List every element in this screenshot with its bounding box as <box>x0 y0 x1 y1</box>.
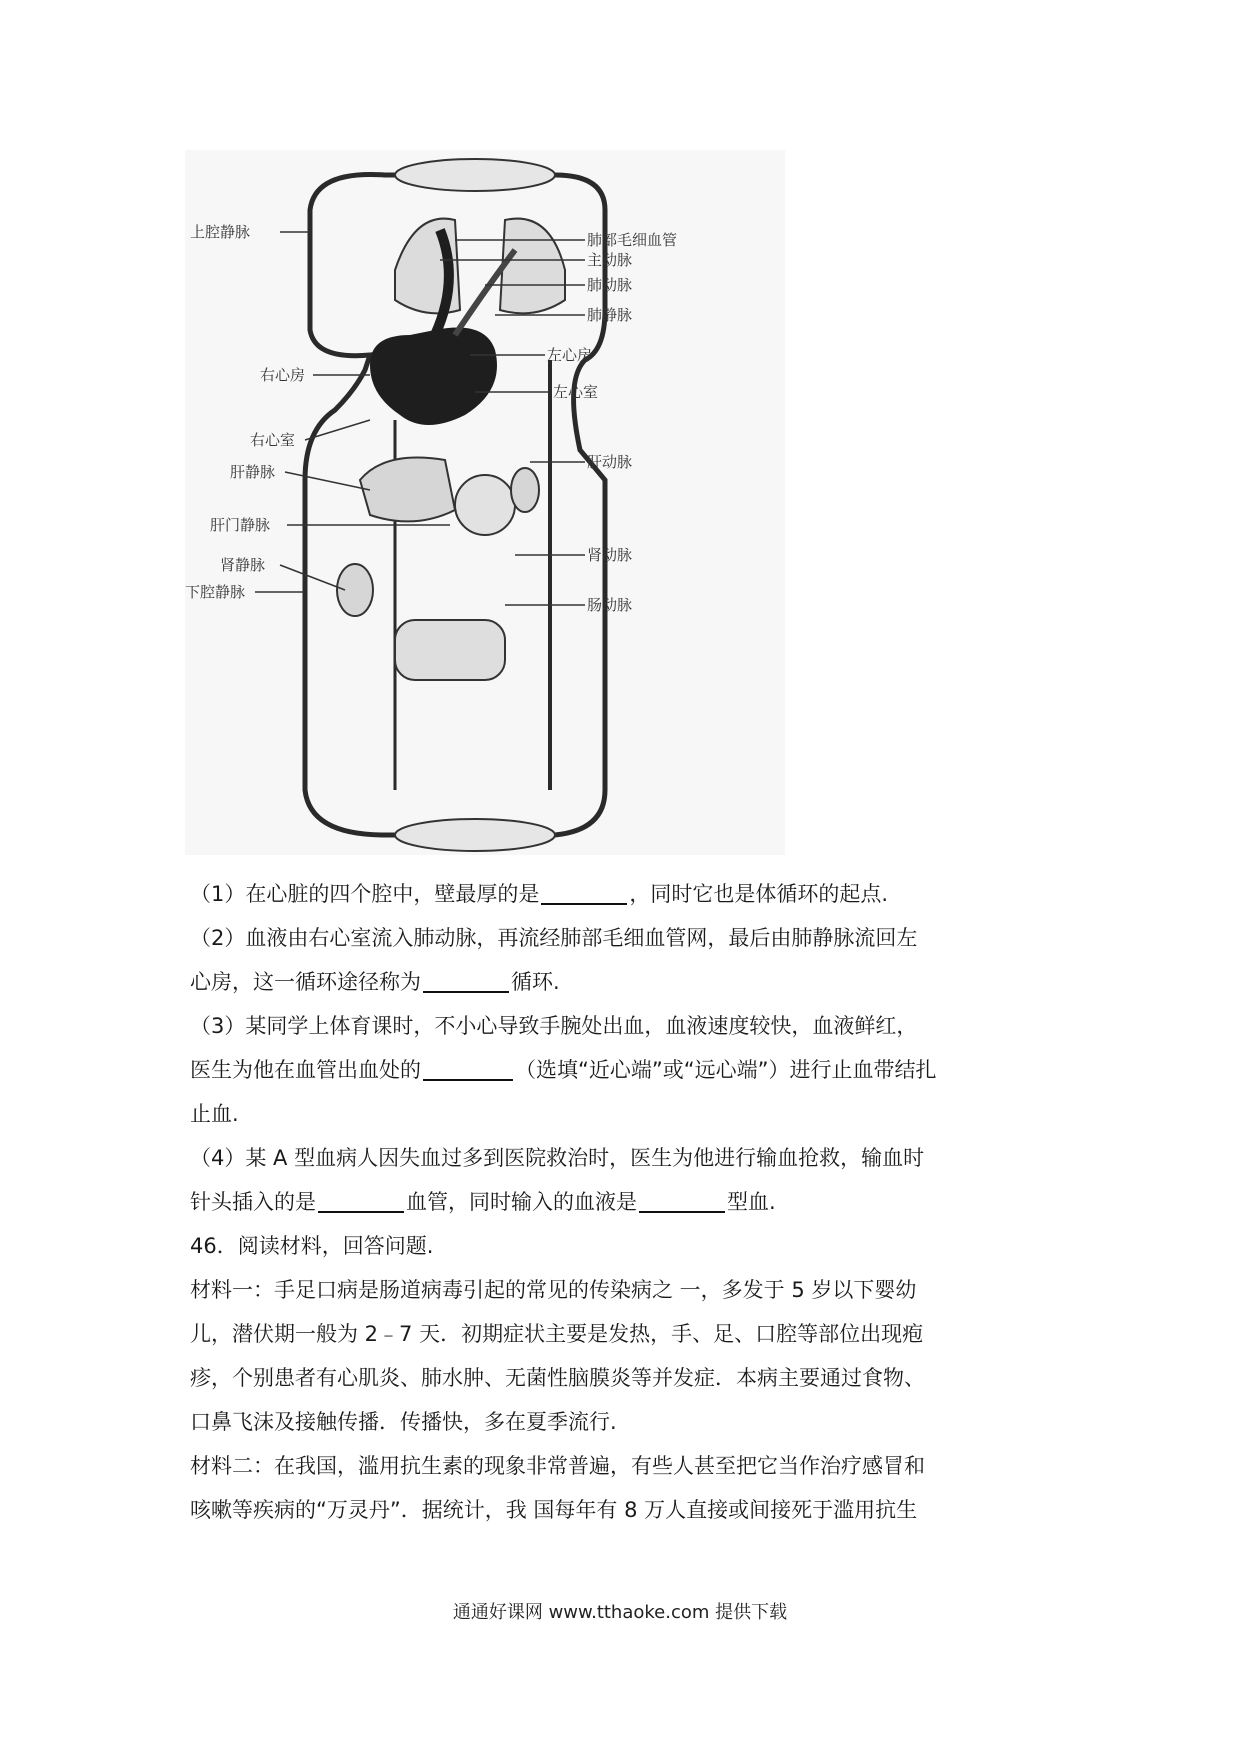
q2-text: 心房，这一循环途径称为 <box>190 970 421 994</box>
q4-answer-blank-2[interactable] <box>639 1189 725 1213</box>
label-inferior-vena-cava: 下腔静脉 <box>185 583 246 601</box>
label-right-atrium: 右心房 <box>260 366 306 384</box>
intestine <box>395 620 505 680</box>
label-aorta: 主动脉 <box>587 251 633 269</box>
q1-text: （1）在心脏的四个腔中，壁最厚的是 <box>190 882 540 906</box>
circulatory-system-diagram <box>185 150 785 855</box>
q1-text-end: ，同时它也是体循环的起点. <box>629 882 889 906</box>
label-lung-capillaries: 肺部毛细血管 <box>587 231 678 249</box>
q3-text: 医生为他在血管出血处的 <box>190 1058 421 1082</box>
question-3-line-1: （3）某同学上体育课时，不小心导致手腕处出血，血液速度较快，血液鲜红， <box>190 1014 918 1038</box>
question-3-line-3: 止血. <box>190 1102 239 1126</box>
label-pulmonary-vein: 肺静脉 <box>587 306 633 324</box>
kidney <box>337 564 373 616</box>
label-hepatic-portal-vein: 肝门静脉 <box>210 516 271 534</box>
questions-section <box>190 872 1070 1532</box>
q1-answer-blank[interactable] <box>541 881 627 905</box>
label-renal-vein: 肾静脉 <box>220 556 266 574</box>
label-right-ventricle: 右心室 <box>250 431 296 449</box>
q2-text-end: 循环. <box>511 970 560 994</box>
label-intestinal-artery: 肠动脉 <box>587 596 633 614</box>
material-1-line-3: 疹，个别患者有心肌炎、肺水肿、无菌性脑膜炎等并发症．本病主要通过食物、 <box>190 1366 925 1390</box>
question-46-title: 46．阅读材料，回答问题. <box>190 1234 434 1258</box>
label-hepatic-artery: 肝动脉 <box>587 453 633 471</box>
material-2-line-1: 材料二：在我国，滥用抗生素的现象非常普遍，有些人甚至把它当作治疗感冒和 <box>190 1454 925 1478</box>
question-2-line-2 <box>190 960 1070 1004</box>
label-left-atrium: 左心房 <box>547 346 593 364</box>
material-1-line-2: 儿，潜伏期一般为 2﹣7 天．初期症状主要是发热，手、足、口腔等部位出现疱 <box>190 1322 924 1346</box>
q3-answer-blank[interactable] <box>423 1057 513 1081</box>
question-4-line-2 <box>190 1180 1070 1224</box>
label-pulmonary-artery: 肺动脉 <box>587 276 633 294</box>
footer-credit: 通通好课网 www.tthaoke.com 提供下载 <box>452 1602 788 1623</box>
label-left-ventricle: 左心室 <box>553 383 599 401</box>
question-4-line-1: （4）某 A 型血病人因失血过多到医院救治时，医生为他进行输血抢救，输血时 <box>190 1146 925 1170</box>
head-capillaries <box>395 159 555 191</box>
question-3-line-2 <box>190 1048 1070 1092</box>
liver <box>360 458 455 522</box>
question-2-line-1: （2）血液由右心室流入肺动脉，再流经肺部毛细血管网，最后由肺静脉流回左 <box>190 926 918 950</box>
q3-text-end: （选填“近心端”或“远心端”）进行止血带结扎 <box>515 1058 937 1082</box>
q4-text: 针头插入的是 <box>190 1190 316 1214</box>
q2-answer-blank[interactable] <box>423 969 509 993</box>
label-hepatic-vein: 肝静脉 <box>230 463 276 481</box>
label-superior-vena-cava: 上腔静脉 <box>190 223 251 241</box>
label-renal-artery: 肾动脉 <box>587 546 633 564</box>
q4-text-end: 型血. <box>727 1190 776 1214</box>
material-1-line-4: 口鼻飞沫及接触传播．传播快，多在夏季流行. <box>190 1410 617 1434</box>
material-1-line-1: 材料一：手足口病是肠道病毒引起的常见的传染病之 一，多发于 5 岁以下婴幼 <box>190 1278 917 1302</box>
question-1 <box>190 872 1070 916</box>
q4-answer-blank-1[interactable] <box>318 1189 404 1213</box>
material-2-line-2: 咳嗽等疾病的“万灵丹”．据统计，我 国每年有 8 万人直接或间接死于滥用抗生 <box>190 1498 918 1522</box>
q4-text-mid: 血管，同时输入的血液是 <box>406 1190 637 1214</box>
lower-body-capillaries <box>395 819 555 851</box>
